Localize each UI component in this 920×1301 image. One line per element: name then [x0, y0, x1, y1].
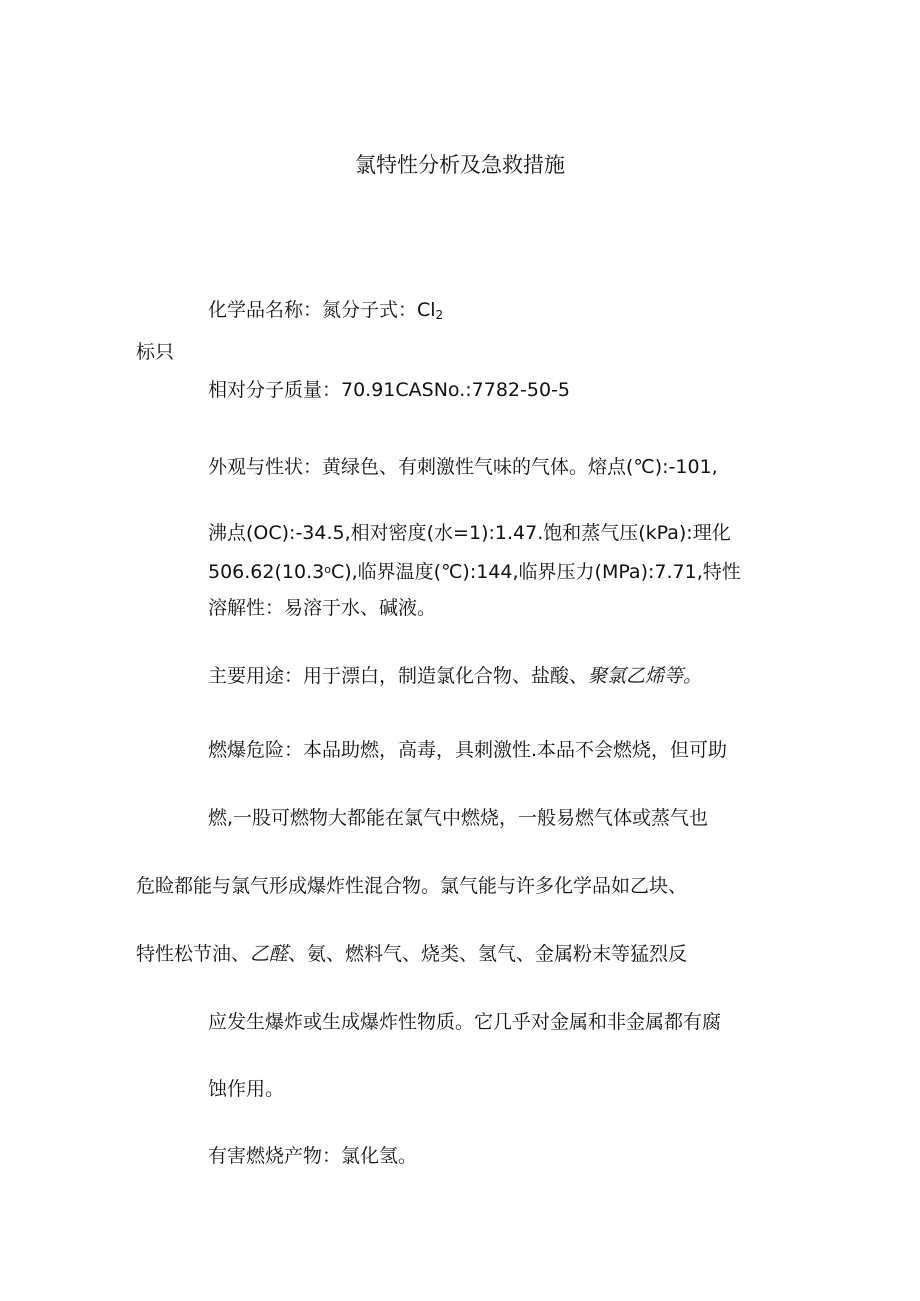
hazard-line-2: 燃,一股可燃物大都能在氯气中燃烧，一般易燃气体或蒸气也	[208, 807, 709, 829]
boiling-point-text: 沸点(OC):-34.5,相对密度(水=1):1.47.饱和蒸气压(kPa):	[208, 522, 693, 544]
section-label-physchem-bottom: 特性	[702, 561, 741, 583]
combustion-products-line: 有害燃烧产物：氯化氢。	[208, 1145, 418, 1167]
pressure-text-b: C),临界温度(℃):144,临界压力(MPa):7.71,	[330, 561, 703, 583]
section-label-identification: 标只	[136, 341, 175, 363]
usage-text: 主要用途：用于漂白，制造氯化合物、盐酸、	[208, 665, 589, 687]
hazard-line-5: 应发生爆炸或生成爆炸性物质。它几乎对金属和非金属都有腐	[208, 1011, 722, 1033]
boiling-point-line	[208, 521, 731, 545]
chemical-name-text: 化学品名称：氮分子式：Cl	[208, 299, 436, 321]
pressure-text-a: 506.62(10.3	[208, 561, 325, 583]
hazard-line-4-prefix: 松节油、	[174, 943, 251, 965]
section-label-physchem-top: 理化	[692, 522, 731, 544]
hazard-line-4	[136, 942, 687, 966]
hazard-line-6: 蚀作用。	[208, 1078, 285, 1100]
degree-superscript: o	[324, 563, 331, 576]
usage-italic-text: 聚氯乙烯等。	[588, 665, 703, 687]
formula-subscript: 2	[435, 308, 444, 322]
section-label-hazard: 特性	[136, 943, 175, 965]
critical-values-line	[208, 558, 741, 584]
usage-line	[208, 664, 702, 688]
chemical-name-line	[208, 298, 443, 327]
hazard-line-1: 燃爆危险：本品助燃，高毒，具刺激性.本品不会燃烧，但可助	[208, 739, 728, 761]
hazard-line-4-suffix: 、氨、燃料气、烧类、氢气、金属粉末等猛烈反	[288, 943, 688, 965]
hazard-line-4-italic: 乙醛	[250, 943, 289, 965]
solubility-line: 溶解性：易溶于水、碱液。	[208, 597, 437, 619]
hazard-line-3: 危睑都能与氯气形成爆炸性混合物。氯气能与许多化学品如乙块、	[136, 875, 688, 897]
molecular-mass-line: 相对分子质量：70.91CASNo.:7782-50-5	[208, 379, 570, 401]
document-title: 氯特性分析及急救措施	[355, 153, 565, 177]
appearance-line: 外观与性状：黄绿色、有刺激性气味的气体。熔点(℃):-101,	[208, 456, 718, 478]
